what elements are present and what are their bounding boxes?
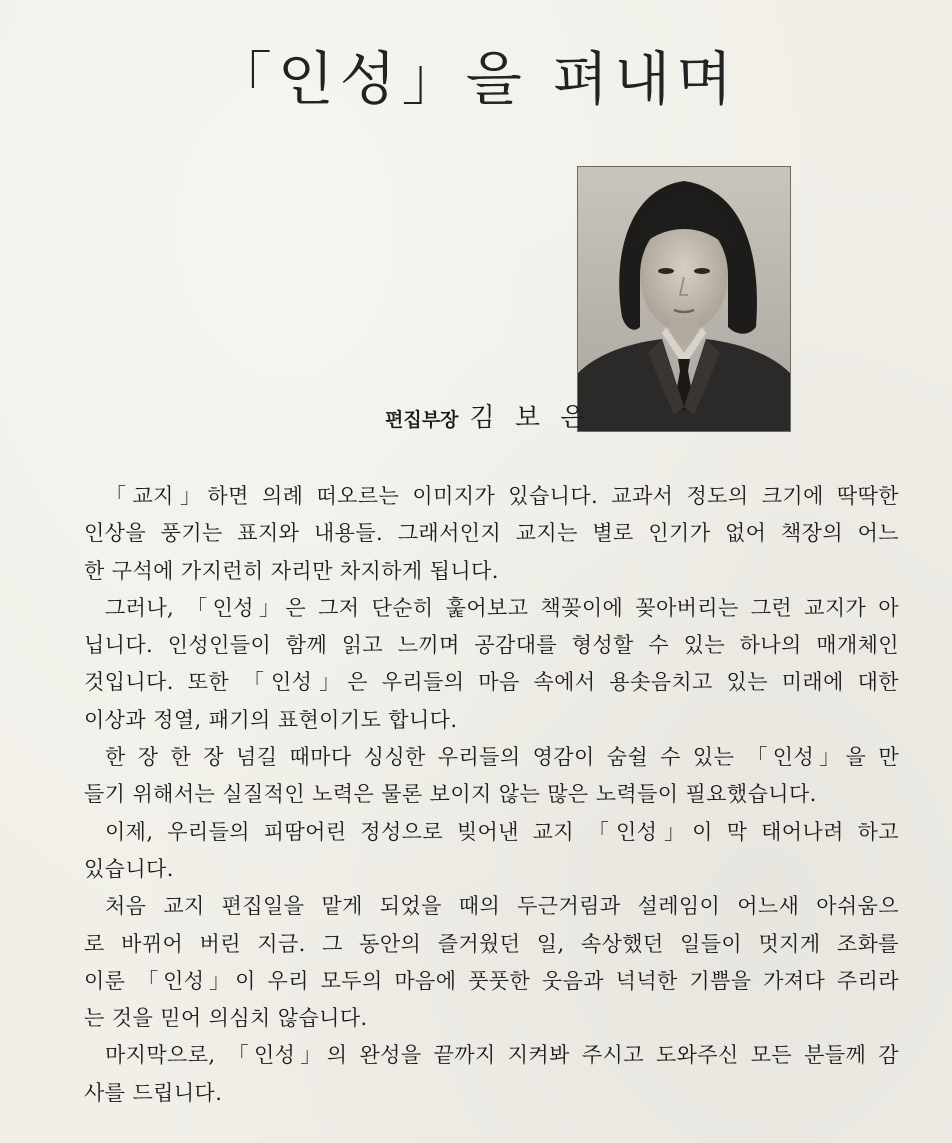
text-line: 로 바뀌어 버린 지금. 그 동안의 즐거웠던 일, 속상했던 일들이 멋지게 조화를 [84,931,899,956]
author-role: 편집부장 [385,409,459,431]
portrait-photo [577,166,791,432]
text-line: 이상과 정열, 패기의 표현이기도 합니다. [84,707,458,732]
text-line: 처음 교지 편집일을 맡게 되었을 때의 두근거림과 설레임이 어느새 아쉬움으 [105,894,899,919]
text-line: 는 것을 믿어 의심치 않습니다. [84,1006,368,1031]
article-body [84,478,899,1112]
text-line: 마지막으로, 「인성」의 완성을 끝까지 지켜봐 주시고 도와주신 모든 분들께 감 [105,1043,899,1068]
paragraph-1 [84,478,899,590]
text-line: 있습니다. [84,856,174,881]
page-title: 「인성」을 펴내며 [213,45,739,113]
text-line: 들기 위해서는 실질적인 노력은 물론 보이지 않는 많은 노력들이 필요했습니다. [84,782,817,807]
portrait-image [578,167,790,431]
text-line: 한 장 한 장 넘길 때마다 싱싱한 우리들의 영감이 숨쉴 수 있는 「인성」을 만 [105,745,899,770]
text-line: 그러나, 「인성」은 그저 단순히 훑어보고 책꽂이에 꽂아버리는 그런 교지가 아 [105,595,899,620]
byline [385,397,591,434]
text-line: 이제, 우리들의 피땀어린 정성으로 빚어낸 교지 「인성」이 막 태어나려 하고 [105,819,899,844]
text-line: 사를 드립니다. [84,1080,223,1105]
paragraph-4 [84,814,899,889]
paragraph-3 [84,739,899,814]
text-line: 한 구석에 가지런히 자리만 차지하게 됩니다. [84,558,499,583]
text-line: 것입니다. 또한 「인성」은 우리들의 마음 속에서 용솟음치고 있는 미래에 대한 [84,670,899,695]
text-line: 「교지」하면 의례 떠오르는 이미지가 있습니다. 교과서 정도의 크기에 딱딱한 [105,484,899,508]
author-name: 김 보 은 [469,403,592,433]
text-line: 닙니다. 인성인들이 함께 읽고 느끼며 공감대를 형성할 수 있는 하나의 매개체인 [84,633,899,658]
text-line: 이룬 「인성」이 우리 모두의 마음에 풋풋한 웃음과 넉넉한 기쁨을 가져다 주리라 [84,968,899,993]
paragraph-2 [84,590,899,739]
text-line: 인상을 풍기는 표지와 내용들. 그래서인지 교지는 별로 인기가 없어 책장의 어느 [84,521,899,546]
paragraph-5 [84,888,899,1037]
paragraph-6 [84,1037,899,1112]
